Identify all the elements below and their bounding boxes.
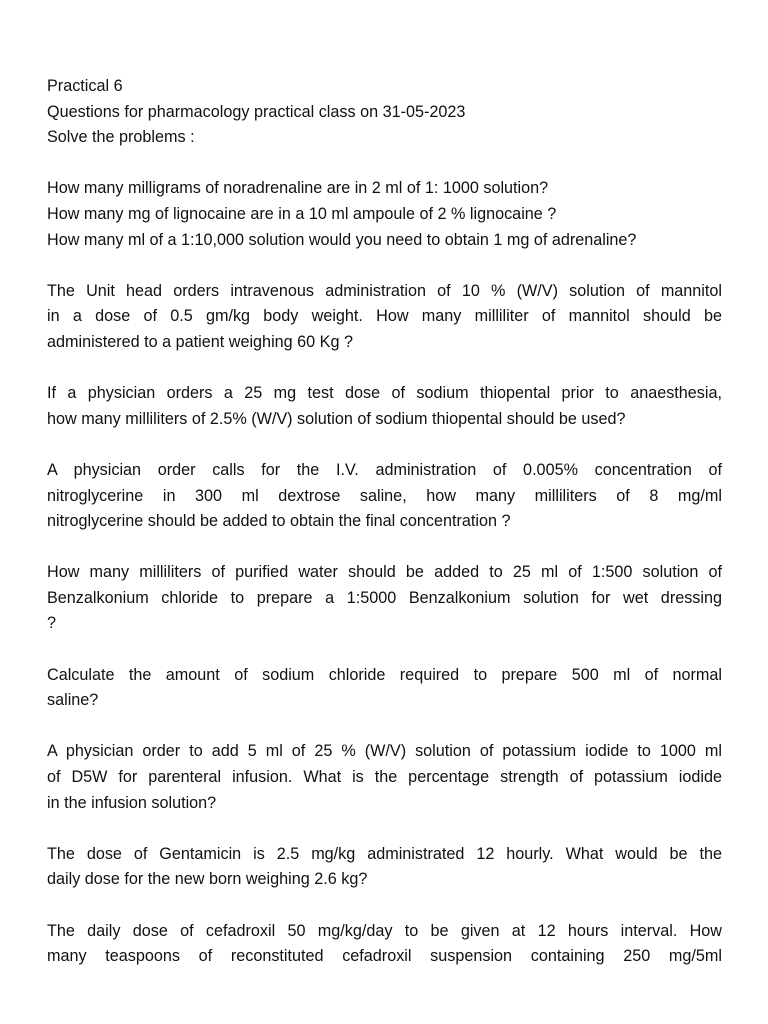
practical-subtitle: Questions for pharmacology practical class on 31-05-2023 [47, 102, 466, 121]
question-9-line-3: in the infusion solution? [47, 793, 217, 812]
question-11-line-1: The daily dose of cefadroxil 50 mg/kg/day to be given at 12 hours interval. How [47, 921, 722, 940]
question-1: How many milligrams of noradrenaline are in 2 ml of 1: 1000 solution? [47, 179, 549, 198]
question-6-line-2: nitroglycerine in 300 ml dextrose saline, how many milliliters of 8 mg/ml [47, 486, 722, 505]
question-6-line-3: nitroglycerine should be added to obtain the final concentration ? [47, 512, 511, 531]
question-9-line-1: A physician order to add 5 ml of 25 % (W/V) solution of potassium iodide to 1000 ml [47, 742, 722, 761]
question-5 [47, 381, 722, 432]
question-8 [47, 663, 722, 714]
question-4 [47, 279, 722, 356]
question-4-line-2: in a dose of 0.5 gm/kg body weight. How many milliliter of mannitol should be [47, 307, 722, 326]
question-4-line-1: The Unit head orders intravenous administration of 10 % (W/V) solution of mannitol [47, 281, 722, 300]
question-7 [47, 560, 722, 637]
question-4-line-3: administered to a patient weighing 60 Kg ? [47, 332, 353, 351]
question-10 [47, 842, 722, 893]
question-group-1 [47, 176, 722, 253]
question-8-line-1: Calculate the amount of sodium chloride required to prepare 500 ml of normal [47, 665, 722, 684]
practical-title: Practical 6 [47, 77, 123, 95]
question-11-line-2: many teaspoons of reconstituted cefadroxil suspension containing 250 mg/5ml [47, 947, 722, 966]
document-page [47, 74, 722, 970]
question-7-line-2: Benzalkonium chloride to prepare a 1:5000 Benzalkonium solution for wet dressing [47, 588, 722, 607]
question-2: How many mg of lignocaine are in a 10 ml ampoule of 2 % lignocaine ? [47, 204, 557, 223]
question-10-line-2: daily dose for the new born weighing 2.6 kg? [47, 870, 368, 889]
question-7-line-3: ? [47, 614, 57, 633]
document-header [47, 74, 722, 151]
question-5-line-1: If a physician orders a 25 mg test dose of sodium thiopental prior to anaesthesia, [47, 384, 722, 403]
question-6 [47, 458, 722, 535]
question-10-line-1: The dose of Gentamicin is 2.5 mg/kg administrated 12 hourly. What would be the [47, 844, 722, 863]
question-5-line-2: how many milliliters of 2.5% (W/V) solution of sodium thiopental should be used? [47, 409, 626, 428]
question-7-line-1: How many milliliters of purified water should be added to 25 ml of 1:500 solution of [47, 563, 722, 582]
instruction-text: Solve the problems : [47, 128, 195, 147]
question-11 [47, 919, 722, 970]
question-9-line-2: of D5W for parenteral infusion. What is the percentage strength of potassium iodide [47, 768, 722, 787]
question-3: How many ml of a 1:10,000 solution would you need to obtain 1 mg of adrenaline? [47, 230, 637, 249]
question-6-line-1: A physician order calls for the I.V. administration of 0.005% concentration of [47, 460, 722, 479]
question-8-line-2: saline? [47, 691, 99, 710]
question-9 [47, 739, 722, 816]
